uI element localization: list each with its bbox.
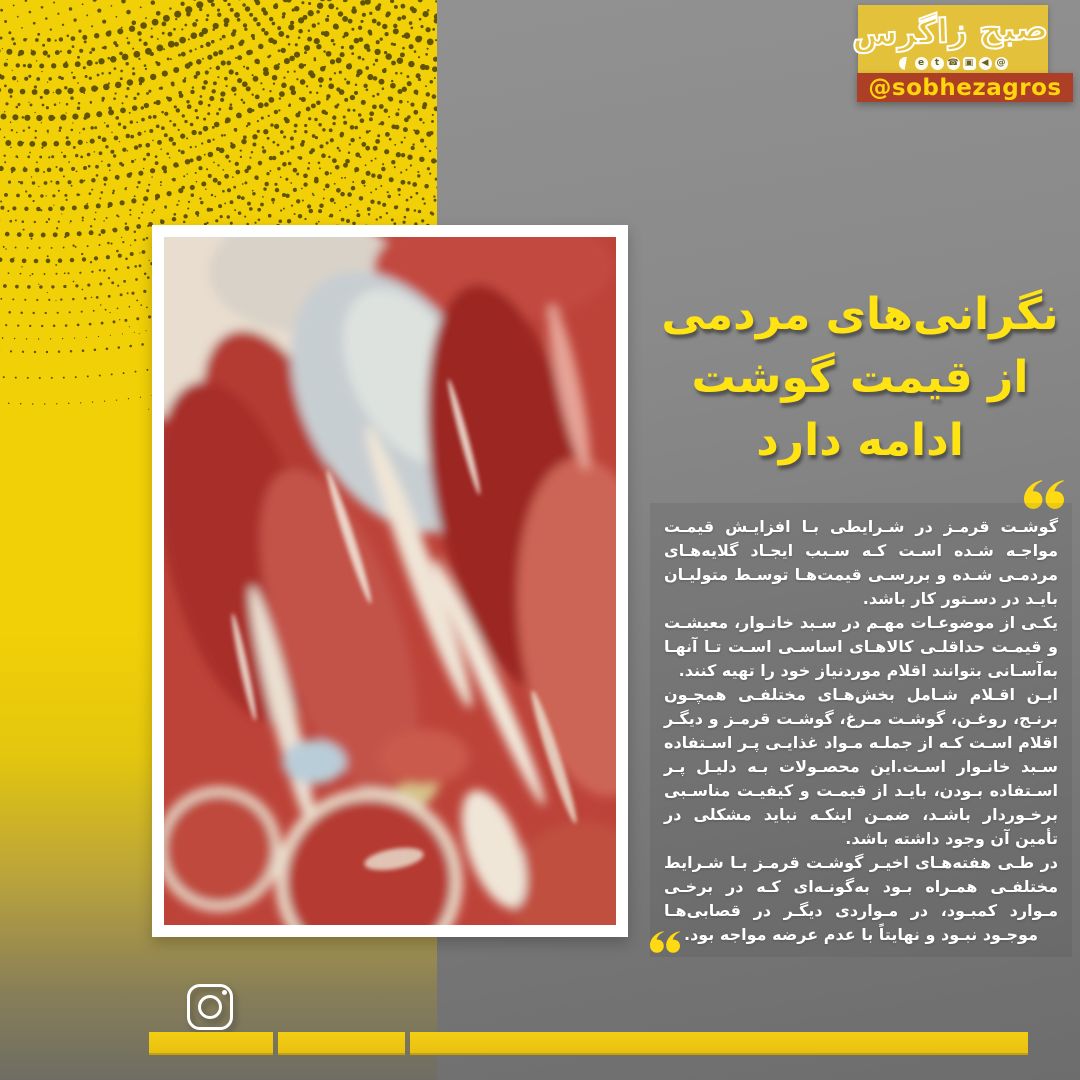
article-paragraph: گوشـت قرمـز در شـرایطی بـا افزایـش قیمـت مواجـه شـده اسـت کـه سـبب ایجـاد گلایه‌هـای مردمـی شـده و بررسـی قیمت‌هـا توسـط متولیـان بایـد در دسـتور کار باشد.	[664, 517, 1058, 608]
half-circle-icon	[899, 57, 912, 70]
instagram-icon	[963, 57, 976, 70]
article-paragraph: یکـی از موضوعـات مهـم در سـبد خانـوار، معیشـت و قیمـت حداقلـی کالاهـای اساسـی اسـت تـا آنهـا به‌آسـانی بتوانند اقلام موردنیاز خود را تهیه کنند.	[664, 613, 1058, 680]
headline	[640, 283, 1080, 472]
icon-glyph: t	[934, 57, 940, 68]
bar-segment	[149, 1032, 273, 1055]
headline-line: از قیمت گوشت	[691, 352, 1029, 403]
social-icons-row	[858, 56, 1048, 70]
meat-photo-frame	[152, 225, 628, 937]
icon-glyph: ▣	[964, 57, 974, 68]
headline-line: نگرانی‌های مردمی	[661, 289, 1059, 340]
article-paragraph: در طـی هفته‌هـای اخیـر گوشـت قرمـز بـا شـرایط مختلفـی همـراه بـود به‌گونـه‌ای کـه در برخـی مـوارد کمبـود، در مـواردی دیگـر در قصابی‌هـا موجـود نبـود و نهایتاً با عدم عرضه مواجه بود.	[664, 853, 1058, 944]
handle-text: @sobhezagros	[868, 74, 1062, 101]
logo-box	[851, 5, 1049, 73]
quote-close-icon	[650, 931, 680, 953]
whatsapp-icon	[947, 57, 960, 70]
telegram-icon	[979, 57, 992, 70]
meat-photo	[164, 237, 616, 925]
icon-glyph: ◀	[981, 57, 989, 68]
instagram-icon-footer	[187, 984, 233, 1030]
bar-segment	[278, 1032, 405, 1055]
eitaa-icon	[915, 57, 928, 70]
headline-line: ادامه دارد	[756, 415, 964, 466]
aparat-icon	[995, 57, 1008, 70]
bar-segment	[410, 1032, 1028, 1055]
article-text-panel	[650, 503, 1072, 957]
icon-glyph: e	[917, 57, 925, 68]
twitter-icon	[931, 57, 944, 70]
logo-wordmark: صبح زاگرس	[851, 7, 1049, 54]
article-paragraph: ایـن اقـلام شـامل بخش‌هـای مختلفـی همچـون برنـج، روغـن، گوشـت مـرغ، گوشـت قرمـز و دیگـر اقلام اسـت کـه از جملـه مـواد غذایـی پـر اسـتفاده سـبد خانـوار اسـت.این محصـولات بـه دلیـل پـر اسـتفاده بـودن، بایـد از قیمـت و کیفیـت مناسـبی برخـوردار باشـد، ضمـن اینکـه نباید مشکلی در تأمین آن وجود داشته باشد.	[664, 685, 1058, 848]
bottom-bar	[149, 1032, 1028, 1055]
icon-glyph: @	[996, 57, 1006, 68]
icon-glyph: ☎	[947, 57, 959, 68]
handle-banner	[857, 73, 1073, 102]
